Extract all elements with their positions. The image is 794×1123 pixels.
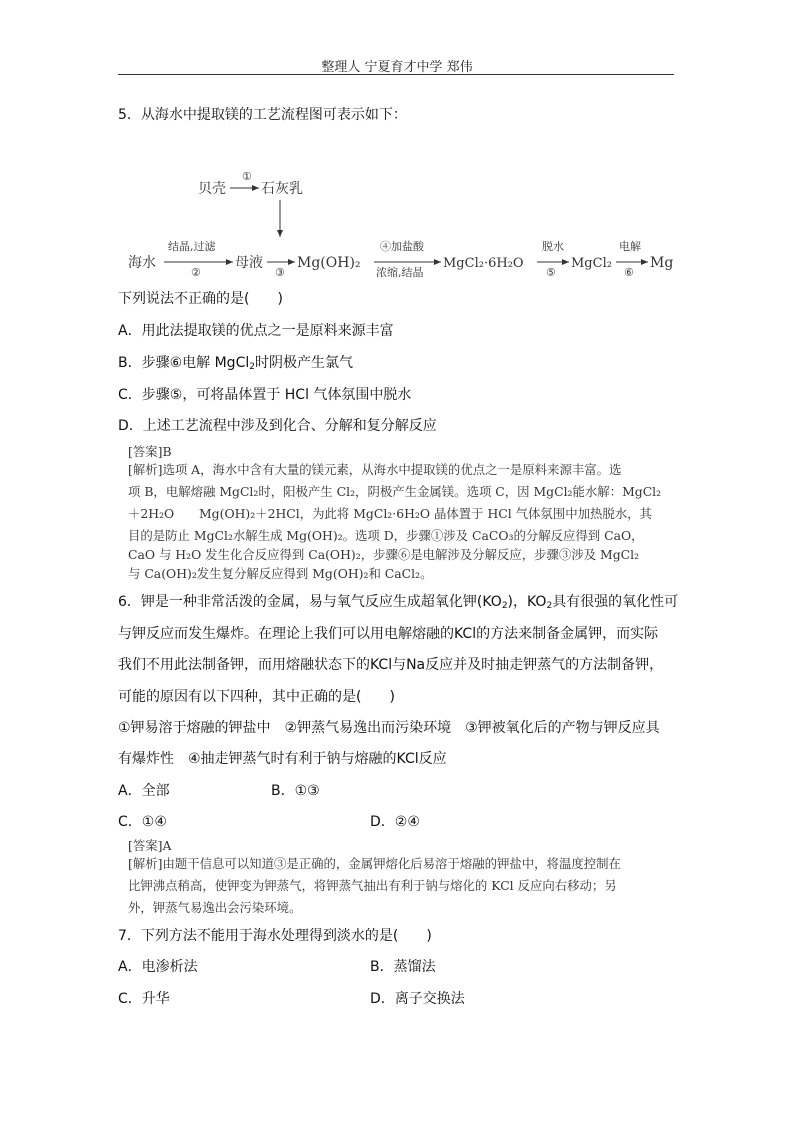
q6-option-a: A．全部 (118, 783, 170, 799)
q7-option-a: A．电渗析法 (118, 959, 198, 975)
q6-stem-line: 与钾反应而发生爆炸。在理论上我们可以用电解熔融的KCl的方法来制备金属钾，而实际 (118, 626, 659, 642)
q5-option-b-pre: B．步骤⑥电解 MgCl (118, 355, 250, 371)
flow-step6-bottom: ⑥ (624, 266, 634, 279)
flow-seawater: 海水 (128, 255, 156, 271)
flow-mgoh2: Mg(OH)₂ (297, 255, 361, 271)
q5-analysis-line: CaO 与 H₂O 发生化合反应得到 Ca(OH)₂，步骤⑥是电解涉及分解反应，步骤③涉及 MgCl₂ (128, 547, 640, 562)
flow-mother-liquor: 母液 (235, 255, 263, 271)
flow-step3-label: ③ (275, 266, 285, 279)
flow-hydrate: MgCl₂·6H₂O (443, 256, 524, 271)
q5-analysis-line: ＋2H₂O Mg(OH)₂＋2HCl，为此将 MgCl₂·6H₂O 晶体置于 HCl 气体氛围中加热脱水，其 (128, 506, 652, 521)
q7-option-c: C．升华 (118, 991, 170, 1007)
q6-analysis-line: 外，钾蒸气易逸出会污染环境。 (128, 900, 302, 915)
q6-stem-line: 可能的原因有以下四种，其中正确的是( ) (118, 689, 395, 705)
q5-answer: [答案]B (128, 444, 172, 459)
q5-analysis-line: 项 B，电解熔融 MgCl₂时，阳极产生 Cl₂，阴极产生金属镁。选项 C，因 MgCl₂能水解：MgCl₂ (128, 484, 662, 499)
flow-step4-bottom: 浓缩,结晶 (376, 266, 424, 279)
flow-step2-bottom: ② (191, 266, 201, 279)
q7-option-d: D．离子交换法 (370, 991, 465, 1007)
q6-stem-sub: 2 (546, 601, 553, 611)
q5-option-b (118, 354, 353, 376)
q6-stem-line: 我们不用此法制备钾，而用熔融状态下的KCl与Na反应并及时抽走钾蒸气的方法制备钾， (118, 657, 664, 673)
q5-flow-diagram (118, 160, 678, 280)
q7-stem: 7．下列方法不能用于海水处理得到淡水的是( ) (118, 928, 432, 944)
q6-option-c: C．①④ (118, 814, 167, 830)
q5-analysis-line: [解析]选项 A，海水中含有大量的镁元素，从海水中提取镁的优点之一是原料来源丰富。选 (128, 462, 622, 477)
q6-stem-line: 有爆炸性 ④抽走钾蒸气时有利于钠与熔融的KCl反应 (118, 751, 447, 767)
flow-step6-top: 电解 (619, 240, 641, 253)
q6-stem-line: ①钾易溶于熔融的钾盐中 ②钾蒸气易逸出而污染环境 ③钾被氧化后的产物与钾反应具 (118, 720, 660, 736)
flow-mg: Mg (650, 255, 674, 271)
q5-option-b-post: 时阴极产生氯气 (254, 355, 353, 371)
q6-answer: [答案]A (128, 838, 172, 853)
q5-option-c: C．步骤⑤，可将晶体置于 HCl 气体氛围中脱水 (118, 387, 412, 403)
flow-step1-label: ① (242, 170, 252, 183)
q6-option-b: B．①③ (271, 783, 320, 799)
flow-step5-bottom: ⑤ (546, 266, 556, 279)
flow-step4-top: ④加盐酸 (380, 240, 424, 253)
q6-stem-pre: 6．钾是一种非常活泼的金属，易与氧气反应生成超氧化钾(KO (118, 594, 502, 610)
q6-option-d: D．②④ (370, 814, 420, 830)
q6-stem-line (118, 593, 678, 615)
q5-analysis-line: 目的是防止 MgCl₂水解生成 Mg(OH)₂。选项 D，步骤①涉及 CaCO₃的分解反应得到 CaO， (128, 528, 644, 543)
flow-step2-top: 结晶,过滤 (168, 240, 216, 253)
flow-mgcl2: MgCl₂ (571, 256, 612, 271)
q6-stem-mid: )，KO (507, 594, 547, 610)
q5-option-d: D．上述工艺流程中涉及到化合、分解和复分解反应 (118, 418, 437, 434)
page-header: 整理人 宁夏育才中学 郑伟 (321, 60, 473, 75)
q5-option-b-sub: 2 (249, 362, 255, 372)
flow-shell: 贝壳 (198, 181, 226, 197)
q5-analysis-line: 与 Ca(OH)₂发生复分解反应得到 Mg(OH)₂和 CaCl₂。 (128, 566, 433, 581)
flow-step5-top: 脱水 (542, 240, 564, 253)
q5-option-a: A．用此法提取镁的优点之一是原料来源丰富 (118, 323, 394, 339)
header-divider (118, 74, 674, 75)
q7-option-b: B．蒸馏法 (370, 959, 436, 975)
q6-stem-post: 具有很强的氧化性可 (552, 594, 679, 610)
q6-analysis-line: 比钾沸点稍高，使钾变为钾蒸气，将钾蒸气抽出有利于钠与熔化的 KCl 反应向右移动；另 (128, 878, 617, 893)
flow-lime: 石灰乳 (261, 181, 303, 197)
q6-stem-sub: 2 (501, 601, 508, 611)
q5-question: 下列说法不正确的是( ) (118, 291, 283, 307)
q5-stem: 5．从海水中提取镁的工艺流程图可表示如下： (118, 107, 407, 123)
q6-analysis-line: [解析]由题干信息可以知道③是正确的，金属钾熔化后易溶于熔融的钾盐中，将温度控制在 (128, 856, 621, 871)
